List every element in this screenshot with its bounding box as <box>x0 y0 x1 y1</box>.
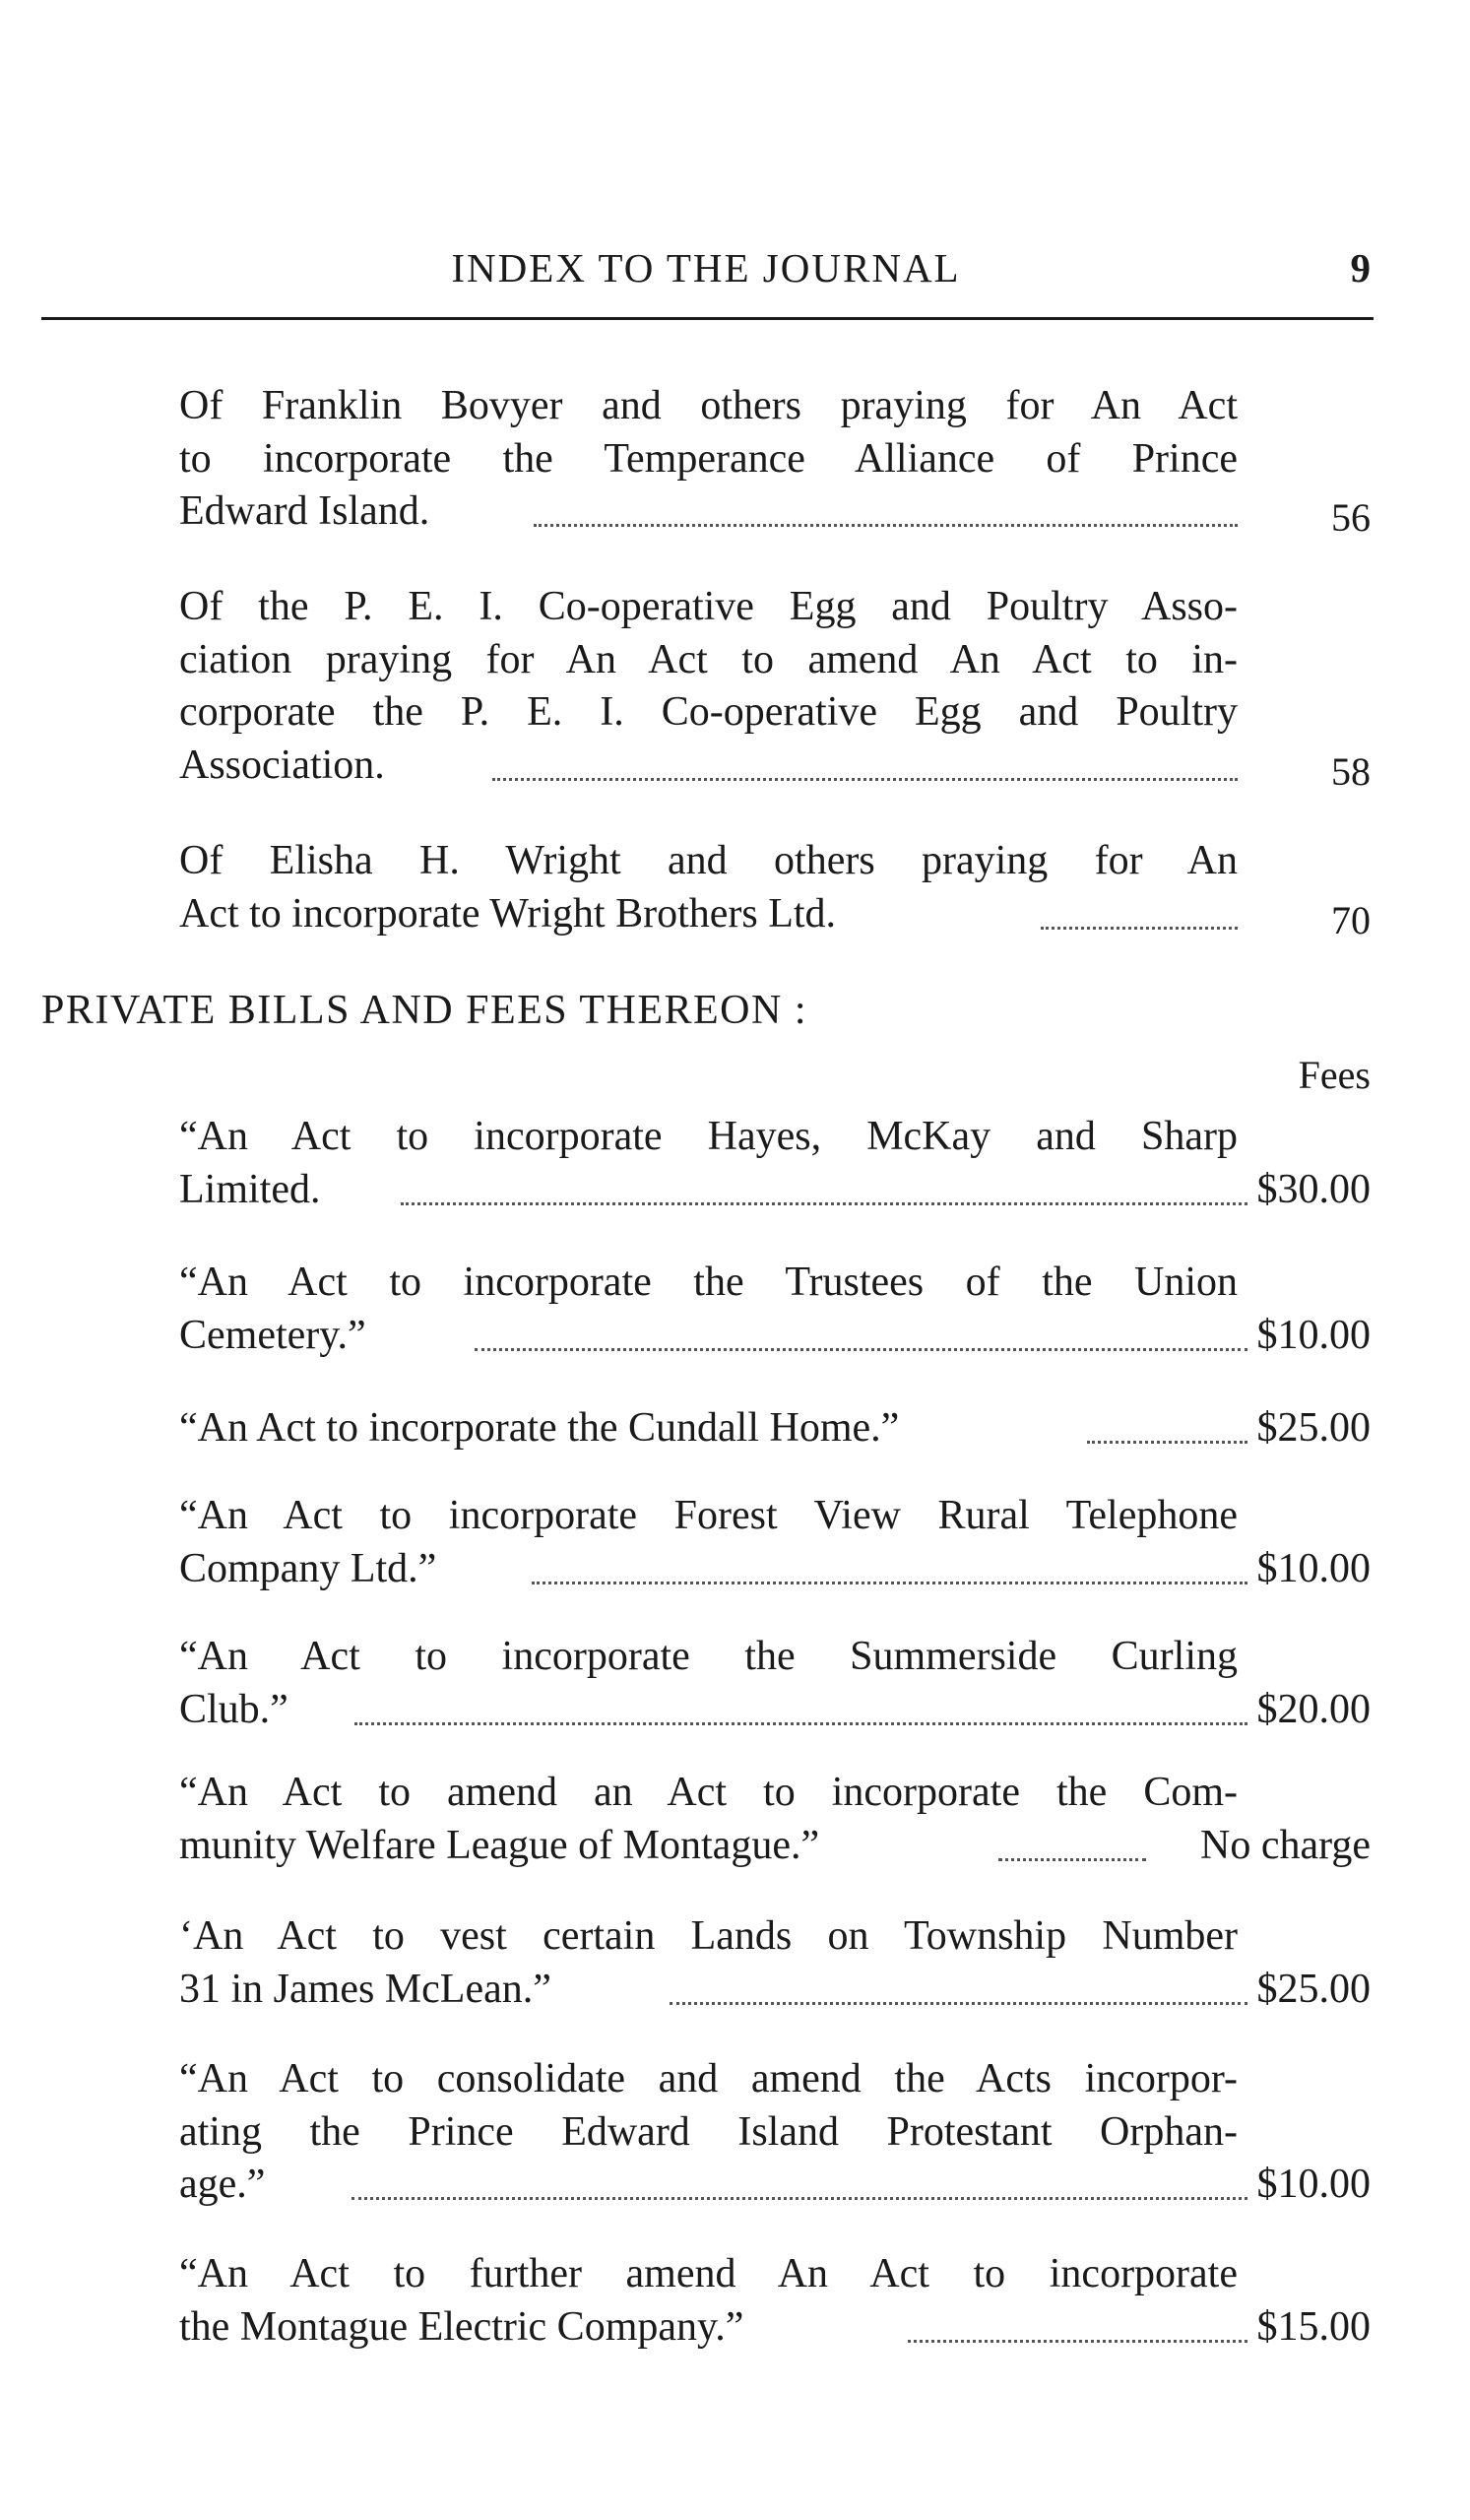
entry-text: ‘An Act to vest certain Lands on Township Number <box>179 1913 1238 1959</box>
section-heading: PRIVATE BILLS AND FEES THEREON : <box>41 988 808 1033</box>
entry-text: “An Act to incorporate Hayes, McKay and Sharp <box>179 1114 1238 1159</box>
entry-line <box>179 888 1371 941</box>
dot-leader <box>492 778 1238 781</box>
dot-leader <box>352 2197 1247 2200</box>
entry-text: Act to incorporate Wright Brothers Ltd. <box>179 890 837 937</box>
bill-entry <box>179 1631 1371 1736</box>
entry-line <box>179 1310 1371 1363</box>
entry-line <box>179 485 1371 539</box>
entry-line <box>179 380 1371 433</box>
entry-text: Cemetery.” <box>179 1312 366 1358</box>
entry-text: the Montague Electric Company.” <box>179 2303 744 2350</box>
entry-text: “An Act to consolidate and amend the Acts incorpor- <box>179 2056 1238 2101</box>
entry-text: Company Ltd.” <box>179 1545 437 1591</box>
bill-entry <box>179 2053 1371 2212</box>
page-reference: 70 <box>1331 897 1371 942</box>
entry-line <box>179 1964 1371 2017</box>
entry-line <box>179 1767 1371 1820</box>
bill-fee: $10.00 <box>1256 1312 1371 1358</box>
page-number: 9 <box>1350 245 1371 291</box>
dot-leader <box>998 1858 1146 1861</box>
entry-text: 31 in James McLean.” <box>179 1966 551 2012</box>
entry-line <box>179 1910 1371 1964</box>
dot-leader <box>401 1202 1247 1205</box>
entry-text: Association. <box>179 742 385 788</box>
fees-column-label: Fees <box>1298 1053 1371 1097</box>
bill-entry <box>179 1402 1371 1455</box>
entry-text: Of Elisha H. Wright and others praying for An <box>179 838 1238 883</box>
entry-line <box>179 433 1371 486</box>
bill-fee: $25.00 <box>1256 1966 1371 2012</box>
dot-leader <box>534 524 1238 527</box>
dot-leader <box>908 2340 1247 2343</box>
entry-text: Club.” <box>179 1686 288 1732</box>
entry-text: “An Act to incorporate the Trustees of the Union <box>179 1260 1238 1305</box>
entry-line <box>179 2106 1371 2160</box>
dot-leader <box>670 2002 1247 2005</box>
header-rule <box>41 317 1374 320</box>
bill-fee: $20.00 <box>1256 1686 1371 1732</box>
bill-entry <box>179 1111 1371 1216</box>
entry-line <box>179 686 1371 740</box>
entry-text: age.” <box>179 2162 266 2207</box>
page-reference: 58 <box>1331 748 1371 794</box>
entry-line <box>179 2301 1371 2355</box>
bill-entry <box>179 1910 1371 2016</box>
entry-line <box>179 1631 1371 1684</box>
entry-text: Limited. <box>179 1166 321 1212</box>
entry-line <box>179 1111 1371 1164</box>
entry-line <box>179 1684 1371 1737</box>
entry-text: “An Act to incorporate the Cundall Home.” <box>179 1405 900 1451</box>
bill-fee: $25.00 <box>1256 1405 1371 1451</box>
entry-line <box>179 1490 1371 1543</box>
entry-line <box>179 835 1371 888</box>
page-header <box>41 244 1371 303</box>
entry-line <box>179 1820 1371 1873</box>
dot-leader <box>532 1582 1247 1584</box>
dot-leader <box>1087 1441 1247 1444</box>
entry-line <box>179 740 1371 793</box>
petition-entry <box>179 380 1371 539</box>
bill-fee: $30.00 <box>1256 1166 1371 1212</box>
entry-line <box>179 2159 1371 2212</box>
petition-entry <box>179 835 1371 940</box>
entry-text: ciation praying for An Act to amend An Act to in- <box>179 636 1238 682</box>
entry-text: “An Act to further amend An Act to incorporate <box>179 2251 1238 2296</box>
entry-text: ating the Prince Edward Island Protestant Orphan- <box>179 2108 1238 2155</box>
entry-line <box>179 581 1371 634</box>
entry-text: munity Welfare League of Montague.” <box>179 1822 820 1868</box>
bill-fee: No charge <box>1200 1822 1371 1868</box>
entry-line <box>179 2053 1371 2106</box>
dot-leader <box>354 1722 1247 1725</box>
page-reference: 56 <box>1331 495 1371 540</box>
bill-entry <box>179 1257 1371 1362</box>
bill-fee: $10.00 <box>1256 1545 1371 1591</box>
bill-fee: $15.00 <box>1256 2303 1371 2350</box>
dot-leader <box>1041 927 1238 930</box>
entry-text: to incorporate the Temperance Alliance of Prince <box>179 435 1238 482</box>
entry-text: Edward Island. <box>179 488 430 534</box>
entry-line <box>179 1543 1371 1596</box>
entry-line <box>179 1402 1371 1455</box>
bill-fee: $10.00 <box>1256 2162 1371 2207</box>
petition-entry <box>179 581 1371 792</box>
bill-entry <box>179 2248 1371 2354</box>
bill-entry <box>179 1767 1371 1872</box>
entry-text: “An Act to incorporate the Summerside Curling <box>179 1634 1238 1679</box>
entry-text: Of the P. E. I. Co-operative Egg and Poultry Asso- <box>179 584 1238 629</box>
entry-text: “An Act to incorporate Forest View Rural Telephone <box>179 1493 1238 1538</box>
entry-text: Of Franklin Bovyer and others praying for An Act <box>179 383 1238 428</box>
entry-line <box>179 634 1371 687</box>
bill-entry <box>179 1490 1371 1595</box>
running-title: INDEX TO THE JOURNAL <box>451 245 961 291</box>
entry-line <box>179 1257 1371 1310</box>
entry-text: “An Act to amend an Act to incorporate the Com- <box>179 1770 1238 1815</box>
dot-leader <box>475 1348 1247 1351</box>
entry-line <box>179 2248 1371 2301</box>
entry-line <box>179 1164 1371 1217</box>
entry-text: corporate the P. E. I. Co-operative Egg and Poultry <box>179 689 1238 735</box>
